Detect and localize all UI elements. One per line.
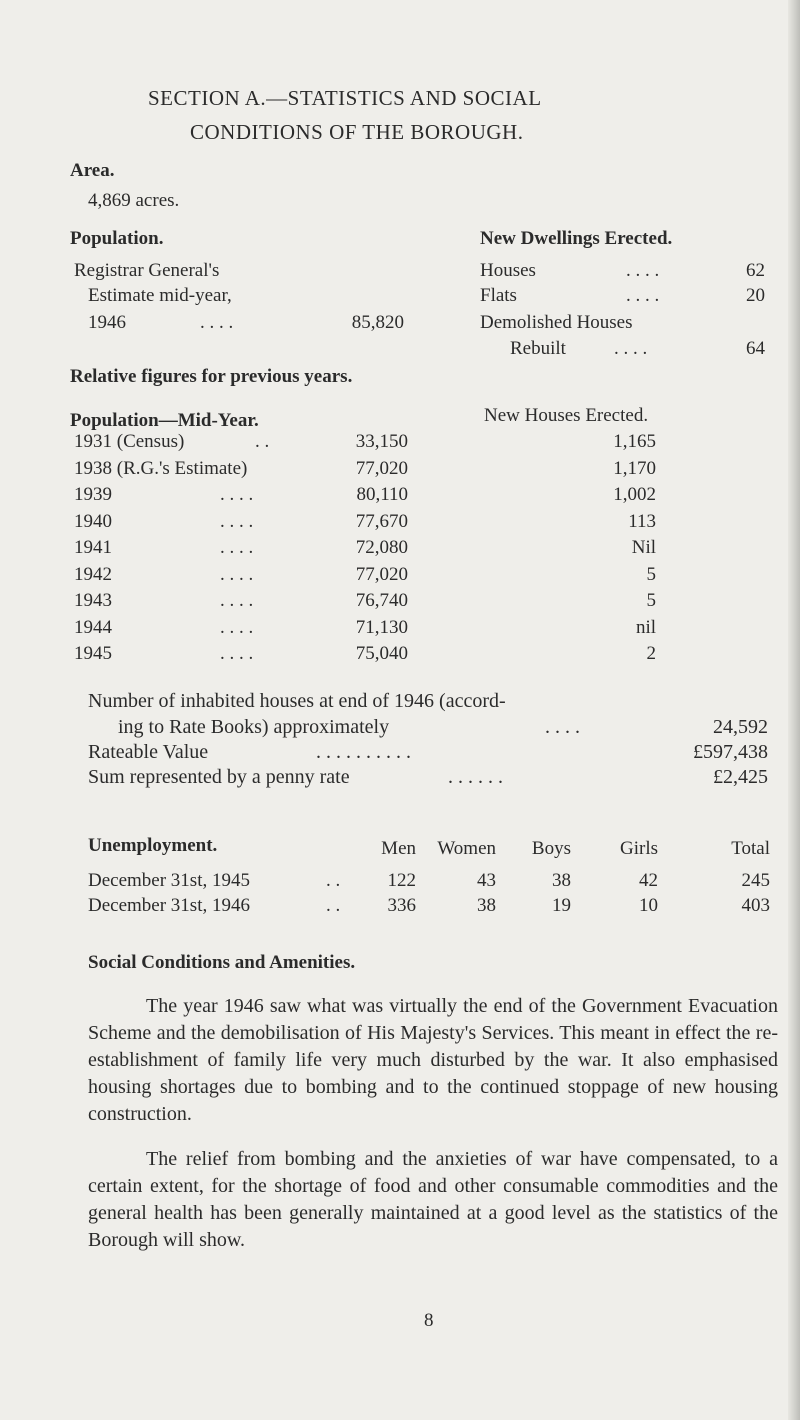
relative-row-dots: . . . .	[220, 643, 254, 664]
relative-row-population: 77,020	[355, 564, 408, 585]
unemployment-row-label: December 31st, 1945	[88, 870, 250, 891]
relative-row-houses: nil	[635, 617, 656, 638]
unemployment-cell: 38	[477, 895, 496, 916]
unemployment-cell: 122	[387, 870, 416, 891]
relative-row-dots: . . . .	[220, 511, 254, 532]
population-line2: Estimate mid-year,	[88, 285, 232, 306]
unemployment-column-header: Total	[731, 838, 770, 859]
unemployment-row-dots: . .	[326, 870, 341, 891]
unemployment-cell: 403	[741, 895, 770, 916]
penny-rate-dots: . . . . . .	[448, 766, 503, 788]
social-paragraph-2	[88, 1146, 778, 1254]
relative-row-year: 1945	[74, 643, 112, 664]
unemployment-cell: 336	[387, 895, 416, 916]
dwellings-heading: New Dwellings Erected.	[480, 228, 673, 249]
unemployment-cell: 19	[552, 895, 571, 916]
inhabited-line1: Number of inhabited houses at end of 1946 (accord-	[88, 690, 506, 712]
dwellings-demolished-dots: . . . .	[614, 338, 648, 359]
area-value: 4,869 acres.	[88, 190, 180, 211]
dwellings-demolished-line1: Demolished Houses	[480, 312, 633, 333]
relative-row-population: 71,130	[355, 617, 408, 638]
dwellings-demolished-line2: Rebuilt	[510, 338, 566, 359]
rateable-dots: . . . . . . . . . .	[316, 741, 411, 763]
relative-row-year: 1943	[74, 590, 112, 611]
dwellings-demolished-value: 64	[746, 338, 765, 359]
unemployment-column-header: Women	[437, 838, 496, 859]
unemployment-row-dots: . .	[326, 895, 341, 916]
unemployment-cell: 10	[639, 895, 658, 916]
rateable-label: Rateable Value	[88, 741, 209, 763]
relative-row-houses: 1,002	[613, 484, 656, 505]
relative-row-houses: 2	[646, 643, 656, 664]
relative-row-dots: . .	[255, 431, 270, 452]
relative-row-houses: 1,165	[613, 431, 656, 452]
relative-row-year: 1938 (R.G.'s Estimate)	[74, 458, 248, 479]
relative-row-population: 76,740	[355, 590, 408, 611]
penny-rate-label: Sum represented by a penny rate	[88, 766, 350, 788]
unemployment-cell: 43	[477, 870, 496, 891]
relative-row-houses: 1,170	[613, 458, 656, 479]
inhabited-value: 24,592	[713, 716, 768, 738]
dwellings-flats-dots: . . . .	[626, 285, 660, 306]
dwellings-houses-value: 62	[746, 260, 765, 281]
population-heading: Population.	[70, 228, 164, 249]
social-paragraph-2-text: The relief from bombing and the anxieties of war have compensated, to a certain extent, for the shortage of food and other consumable commodities and the general health has been generally maintained at a good level as the statistics of the Borough will show.	[88, 1148, 778, 1251]
relative-row-houses: 5	[646, 590, 656, 611]
inhabited-dots: . . . .	[545, 716, 580, 738]
section-title-line1: SECTION A.—STATISTICS AND SOCIAL	[148, 86, 542, 110]
rateable-value: £597,438	[693, 741, 768, 763]
page-number: 8	[424, 1310, 434, 1331]
relative-row-year: 1941	[74, 537, 112, 558]
inhabited-line2: ing to Rate Books) approximately	[118, 716, 390, 738]
relative-houses-heading: New Houses Erected.	[484, 405, 649, 426]
social-paragraph-1-text: The year 1946 saw what was virtually the end of the Government Evacuation Scheme and the demobilisation of His Majesty's Services. This meant in effect the re-establishment of family life very much disturbed by the war. It also emphasised housing shortages due to bombing and to the continued stoppage of new housing construction.	[88, 995, 778, 1125]
relative-row-dots: . . . .	[220, 537, 254, 558]
relative-row-year: 1939	[74, 484, 112, 505]
penny-rate-value: £2,425	[713, 766, 768, 788]
page-edge-shadow	[788, 0, 800, 1420]
dwellings-houses-dots: . . . .	[626, 260, 660, 281]
area-heading: Area.	[70, 160, 115, 181]
relative-row-houses: 113	[628, 511, 656, 532]
dwellings-houses-label: Houses	[480, 260, 536, 281]
unemployment-cell: 38	[552, 870, 571, 891]
unemployment-cell: 42	[639, 870, 658, 891]
relative-row-population: 33,150	[355, 431, 408, 452]
unemployment-cell: 245	[741, 870, 770, 891]
relative-row-year: 1944	[74, 617, 112, 638]
relative-population-heading: Population—Mid-Year.	[70, 410, 259, 431]
population-dots: . . . .	[200, 312, 234, 333]
unemployment-column-header: Boys	[531, 838, 571, 859]
section-title-line2: CONDITIONS OF THE BOROUGH.	[190, 120, 524, 144]
relative-row-houses: Nil	[631, 537, 656, 558]
social-heading: Social Conditions and Amenities.	[88, 952, 356, 973]
relative-row-dots: . . . .	[220, 617, 254, 638]
unemployment-column-header: Girls	[620, 838, 658, 859]
relative-row-dots: . . . .	[220, 484, 254, 505]
relative-row-houses: 5	[646, 564, 656, 585]
population-line1: Registrar General's	[74, 260, 220, 281]
relative-row-population: 80,110	[356, 484, 408, 505]
population-value: 85,820	[351, 312, 404, 333]
relative-row-population: 77,670	[355, 511, 408, 532]
relative-row-population: 75,040	[355, 643, 408, 664]
relative-heading: Relative figures for previous years.	[70, 366, 353, 387]
unemployment-heading: Unemployment.	[88, 835, 218, 856]
relative-row-year: 1942	[74, 564, 112, 585]
population-year: 1946	[88, 312, 126, 333]
relative-row-dots: . . . .	[220, 564, 254, 585]
dwellings-flats-label: Flats	[480, 285, 517, 306]
relative-row-population: 72,080	[355, 537, 408, 558]
dwellings-flats-value: 20	[746, 285, 765, 306]
relative-row-dots: . . . .	[220, 590, 254, 611]
unemployment-row-label: December 31st, 1946	[88, 895, 250, 916]
unemployment-column-header: Men	[381, 838, 416, 859]
social-paragraph-1	[88, 993, 778, 1128]
relative-row-year: 1931 (Census)	[74, 431, 185, 452]
relative-row-population: 77,020	[355, 458, 408, 479]
relative-row-year: 1940	[74, 511, 112, 532]
